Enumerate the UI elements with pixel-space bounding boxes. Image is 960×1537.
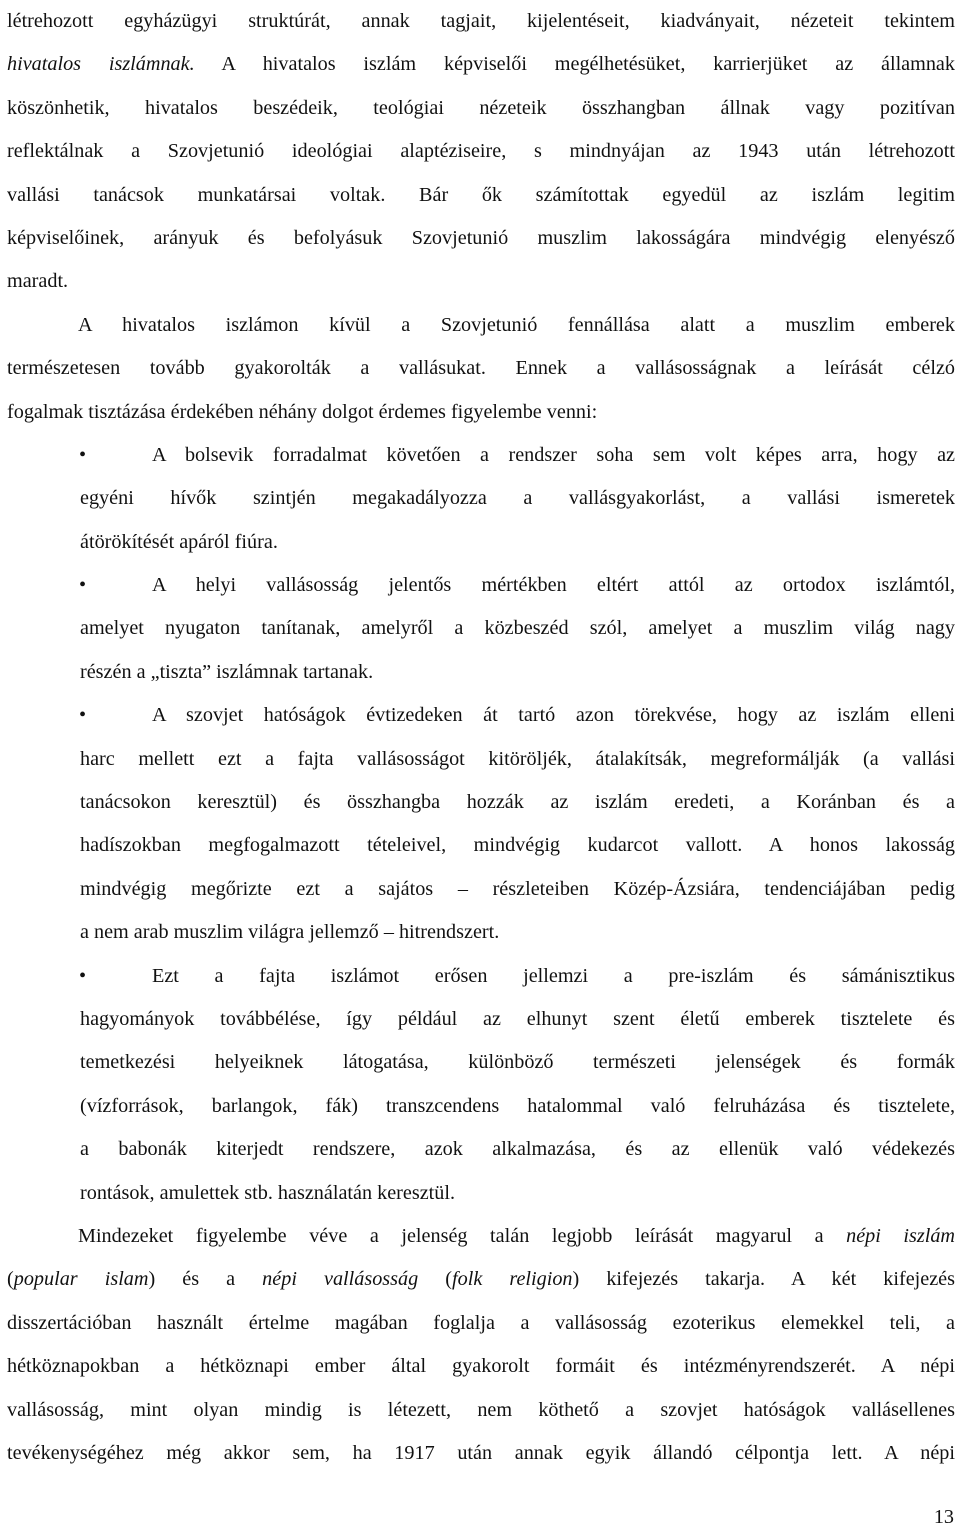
text-line: egyéni hívők szintjén megakadályozza a vallásgyakorlást, a vallási ismeretek [80,487,955,510]
text-line: Mindezeket figyelembe véve a jelenség talán legjobb leírását magyarul a népi iszlám [78,1224,955,1247]
text-line: a babonák kiterjedt rendszere, azok alkalmazása, és az ellenük való védekezés [80,1138,955,1161]
bullet-item [7,694,955,954]
text-line: mindvégig megőrizte ezt a sajátos – részleteiben Közép-Ázsiára, tendenciájában pedig [80,877,955,900]
text-line: természetesen tovább gyakorolták a vallásukat. Ennek a vallásosságnak a leírását célzó [7,357,955,380]
text-line: rontások, amulettek stb. használatán keresztül. [80,1181,456,1204]
text-line: tanácsokon keresztül) és összhangba hozzák az iszlám eredeti, a Koránban és a [80,791,955,814]
paragraph-3 [7,1215,955,1475]
bullet-icon: • [79,964,87,987]
text-line: képviselőinek, arányuk és befolyásuk Szovjetunió muszlim lakosságára mindvégig elenyésző [7,226,955,249]
text-line: Ezt a fajta iszlámot erősen jellemzi a pre-iszlám és sámánisztikus [152,964,955,987]
paragraph-2 [7,304,955,434]
text-line: (popular islam) és a népi vallásosság (folk religion) kifejezés takarja. A két kifejezés [7,1268,955,1291]
bullet-icon: • [79,704,87,727]
text-line: (vízforrások, barlangok, fák) transzcendens hatalommal való felruházása és tisztelete, [80,1094,955,1117]
bullet-item [7,564,955,694]
text-line: A helyi vallásosság jelentős mértékben eltért attól az ortodox iszlámtól, [152,574,955,597]
bullet-icon: • [79,574,87,597]
text-line: hagyományok továbbélése, így például az elhunyt szent életű emberek tisztelete és [80,1007,955,1030]
page-number: 13 [933,1506,954,1528]
text-line: harc mellett ezt a fajta vallásosságot kitöröljék, átalakítsák, megreformálják (a vallási [80,747,955,770]
text-line: köszönhetik, hivatalos beszédeik, teológiai nézeteik összhangban állnak vagy pozitívan [7,96,955,119]
text-line: átörökítését apáról fiúra. [80,530,278,553]
text-line: fogalmak tisztázása érdekében néhány dolgot érdemes figyelembe venni: [7,400,598,423]
text-line: a nem arab muszlim világra jellemző – hitrendszert. [80,921,500,944]
text-line: részén a „tiszta” iszlámnak tartanak. [80,660,374,683]
text-line: disszertációban használt értelme magában foglalja a vallásosság ezoterikus elemekkel teli, a [7,1311,955,1334]
text-line: létrehozott egyházügyi struktúrát, annak tagjait, kijelentéseit, kiadványait, nézeteit tekintem [7,10,955,32]
bullet-item [7,434,955,564]
bullet-item [7,955,955,1215]
text-line: hétköznapokban a hétköznapi ember által gyakorolt formáit és intézményrendszerét. A népi [7,1355,955,1378]
text-line: maradt. [7,270,69,293]
text-line: reflektálnak a Szovjetunió ideológiai alaptéziseire, s mindnyájan az 1943 után létrehozott [7,140,955,163]
text-line: vallási tanácsok munkatársai voltak. Bár ők számítottak egyedül az iszlám legitim [7,183,955,206]
text-line: hivatalos iszlámnak. A hivatalos iszlám képviselői megélhetésüket, karrierjüket az államnak [7,53,955,76]
text-line: A szovjet hatóságok évtizedeken át tartó azon törekvése, hogy az iszlám elleni [152,704,955,727]
text-line: hadíszokban megfogalmazott tételeivel, mindvégig kudarcot vallott. A honos lakosság [80,834,955,857]
text-line: amelyet nyugaton tanítanak, amelyről a közbeszéd szól, amelyet a muszlim világ nagy [80,617,955,640]
bullet-icon: • [79,443,87,466]
paragraph-1 [7,0,955,304]
text-line: A bolsevik forradalmat követően a rendszer soha sem volt képes arra, hogy az [152,443,955,466]
text-line: tevékenységéhez még akkor sem, ha 1917 után annak egyik állandó célpontja lett. A népi [7,1441,955,1464]
bullet-list [7,434,955,1215]
text-line: temetkezési helyeiknek látogatása, különböző természeti jelenségek és formák [80,1051,955,1074]
document-page [7,0,955,1475]
text-line: A hivatalos iszlámon kívül a Szovjetunió fennállása alatt a muszlim emberek [78,313,955,336]
text-line: vallásosság, mint olyan mindig is létezett, nem köthető a szovjet hatóságok vallásellenes [7,1398,955,1421]
